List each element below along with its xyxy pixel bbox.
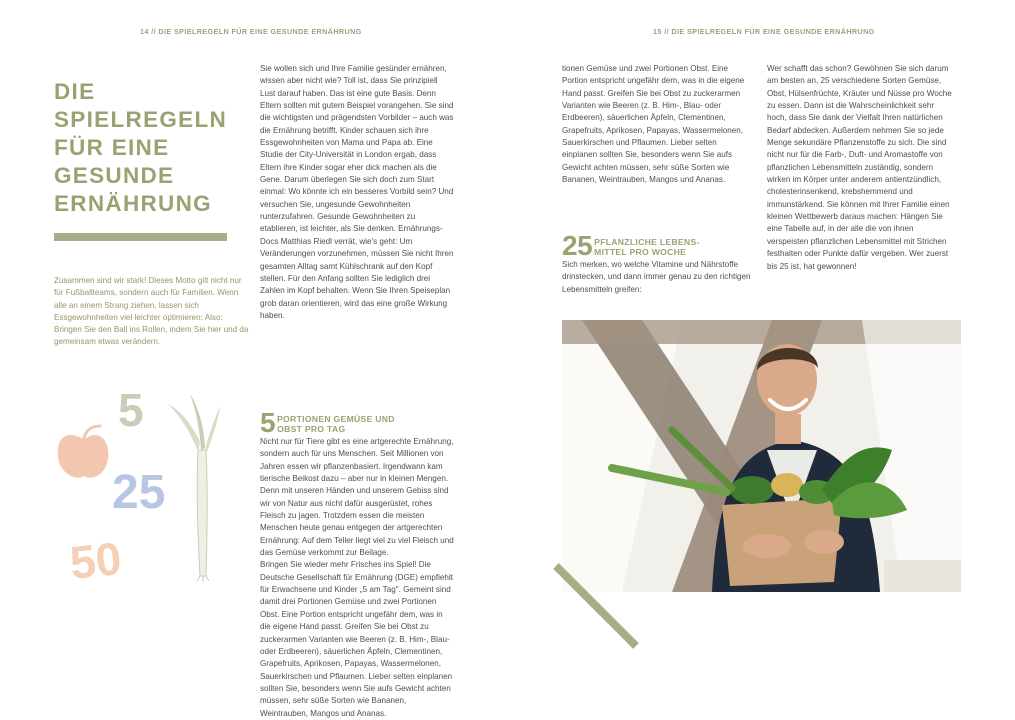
illustration-number-5: 5 — [118, 384, 144, 436]
title-line: FÜR EINE — [54, 135, 170, 160]
section-number: 5 — [260, 407, 276, 438]
heading-line: PFLANZLICHE LEBENS- — [594, 237, 700, 247]
section-heading-text — [277, 410, 395, 435]
title-line: DIE — [54, 79, 96, 104]
numbers-illustration — [50, 380, 225, 589]
illustration-number-50: 50 — [67, 531, 124, 589]
section-paragraph-continued: Wer schafft das schon? Gewöhnen Sie sich darum am besten an, 25 verschiedene Sorten Gemüse, Obst, Hülsenfrüchte, Kräuter und Nüsse pro Woche zu essen. Dann ist die Wahrscheinlichkeit sehr hoch, dass Sie dank der Vielfalt Ihren natürlichen Bedarf abdecken. Außerdem nehmen Sie so jede Menge sekundäre Pflanzenstoffe zu sich. Die sind nicht nur für die Farb-, Duft- und Aromastoffe von pflanzlichen Lebensmitteln zuständig, sondern wirken im Körper unter anderem antientzündlich, cholesterinsenkend, krebshemmend und immunstärkend. Sie können mit Ihrer Familie einen kleinen Wettbewerb daraus machen: Hängen Sie eine Tabelle auf, in der alle die von ihnen verspeisten pflanzlichen Lebensmittel mit Strichen festhalten oder Punkte dafür vergeben. Wer zuerst bis 25 ist, hat gewonnen! — [767, 64, 952, 271]
heading-line: MITTEL PRO WOCHE — [594, 247, 687, 258]
section-paragraph: Bringen Sie wieder mehr Frisches ins Spiel! Die Deutsche Gesellschaft für Ernährung (DGE) empfiehlt für Erwachsene und Kinder „5 am Tag". Gemeint sind damit drei Portionen Gemüse und zwei Portionen Obst. Eine Portion entspricht ungefähr dem, was in die eigene Hand passt. Greifen Sie bei Obst zu zuckerarmen Varianten wie Beeren (z. B. Him-, Blau- oder Erdbeeren), säuerlichen Äpfeln, Clementinen, Grapefruits, Aprikosen, Papayas, Wassermelonen, Sauerkirschen und Pflaumen. Lieber selten einplanen sollten Sie, besonders wenn Sie aufs Gewicht achten müssen, sehr süße Sorten wie Bananen, Weintrauben, Mangos und Ananas. — [260, 560, 453, 718]
body-text-column-1: Sie wollen sich und Ihre Familie gesünder ernähren, wissen aber nicht wie? Toll ist, dass Sie prinzipiell Lust darauf haben. Das ist eine gute Basis. Denn Eltern sollten mit gutem Beispiel vorangehen. Sie sind die wichtigsten und prägendsten Vorbilder – auch was die Ernährung betrifft. Kinder schauen sich ihre Essgewohnheiten von Mama und Papa ab. Eine Studie der City-Universität in London ergab, dass Eltern ihre Kinder sogar eher dick machen als die Gene. Darum überlegen Sie sich doch zum Start einmal: Wo könnte ich ein besseres Vorbild sein? Und versuchen Sie, ungesunde Gewohnheiten runterzufahren. Gesunde Gewohnheiten zu etablieren, ist leichter, als Sie denken. Ernährungs-Docs Matthias Riedl verrät, wie's geht: Um Veränderungen vorzunehmen, müssen Sie nicht Ihren gesamten Alltag samt Kühlschrank auf den Kopf stellen. Für den Anfang sollten Sie lediglich drei Zahlen im Kopf behalten. Wenn Sie Ihren Speiseplan grob daran orientieren, wird das eine große Wirkung haben. — [260, 64, 454, 320]
page-title — [54, 78, 244, 218]
title-line: GESUNDE — [54, 163, 175, 188]
section-paragraph: Nicht nur für Tiere gibt es eine artgerechte Ernährung, sondern auch für uns Menschen. Seit Millionen von Jahren essen wir pflanzenbasiert. Irgendwann kam tierische Beikost dazu – aber nur in kleinen Mengen. Denn mit unseren Händen und unserem Gebiss sind wir von Natur aus nicht dafür ausgerüstet, rohes Fleisch zu jagen. Trotzdem essen die meisten Menschen heute genau entgegen der artgerechten Ernährung: Auf dem Teller liegt viel zu viel Fleisch und das Gemüse verkommt zur Beilage. — [260, 437, 454, 558]
running-head-right: 15 // DIE SPIELREGELN FÜR EINE GESUNDE ERNÄHRUNG — [653, 27, 875, 36]
section-paragraph: Sich merken, wo welche Vitamine und Nährstoffe drinstecken, und dann immer genau zu den richtigen Lebensmitteln greifen: — [562, 260, 751, 294]
apple-icon — [58, 426, 109, 478]
running-head-left: 14 // DIE SPIELREGELN FÜR EINE GESUNDE ERNÄHRUNG — [140, 27, 362, 36]
photo-illustration — [562, 320, 961, 592]
decorative-diagonal-line — [550, 560, 640, 648]
body-text-column-3 — [562, 63, 750, 186]
title-line: ERNÄHRUNG — [54, 191, 212, 216]
section-number: 25 — [562, 230, 593, 261]
section-heading — [260, 407, 455, 438]
heading-line: OBST PRO TAG — [277, 424, 346, 435]
leek-icon — [168, 394, 220, 582]
title-line: SPIELREGELN — [54, 107, 228, 132]
intro-text: Zusammen sind wir stark! Dieses Motto gilt nicht nur für Fußballteams, sondern auch für Familien. Wenn alle an einem Strang ziehen, lassen sich Essgewohnheiten viel leichter optimieren: Also: Bringen Sie den Ball ins Rollen, indem Sie hier und da gemeinsam etwas verändern. — [54, 276, 249, 347]
section-heading-text — [594, 233, 699, 258]
section-heading — [562, 230, 752, 261]
illustration-number-25: 25 — [112, 466, 166, 519]
body-text-column-4 — [767, 63, 955, 273]
section-paragraph-continued: tionen Gemüse und zwei Portionen Obst. Eine Portion entspricht ungefähr dem, was in die eigene Hand passt. Greifen Sie bei Obst zu zuckerarmen Varianten wie Beeren (z. B. Him-, Blau- oder Erdbeeren), säuerlichen Äpfeln, Clementinen, Grapefruits, Aprikosen, Papayas, Wassermelonen, Sauerkirschen und Pflaumen. Lieber selten einplanen sollten Sie, besonders wenn Sie aufs Gewicht achten müssen, sehr süße Sorten wie Bananen, Weintrauben, Mangos und Ananas. — [562, 64, 745, 185]
heading-line: PORTIONEN GEMÜSE UND — [277, 414, 395, 424]
section-25-plants — [562, 230, 752, 296]
photo-man-with-vegetables — [562, 320, 961, 592]
title-divider-bar — [54, 233, 227, 241]
section-5-portions — [260, 407, 455, 718]
